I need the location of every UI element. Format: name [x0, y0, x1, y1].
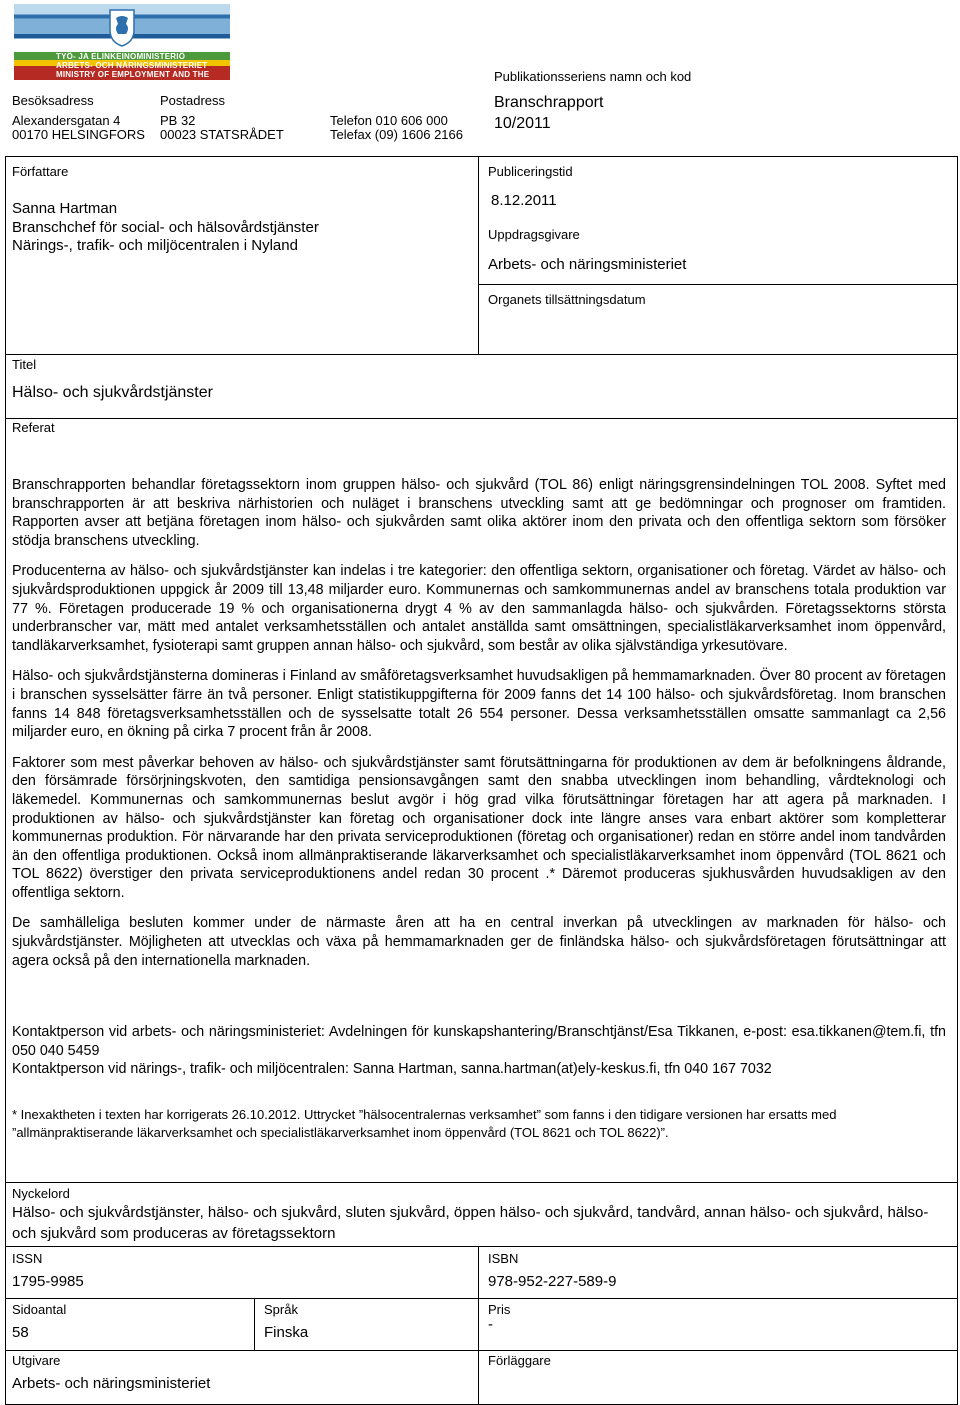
abstract-paragraph-4: Faktorer som mest påverkar behoven av hälso- och sjukvårdstjänster samt förutsättningarna för produktionen av dem är befolkningens åldrande, den försämrade försörjningskvoten, den samtidiga pensionsavgången samt den snabba utvecklingen inom behandling, vårdteknologi och läkemedel. Kommunernas och samkommunernas beslut avgör i hög grad vilka förutsättningar företagen har att agera på marknaden. I produktionen av hälso- och sjukvårdstjänster kan företag och organisationer dock inte längre anses vara enbart aktörer som kompletterar kommunernas produktion. För närvarande har den privata serviceproduktionen (företag och organisationer) redan en större andel inom tandvården än den offentliga produktionen. Också inom allmänpraktiserande läkarverksamhet och specialistläkarverksamhet inom öppenvård (TOL 8621 och TOL 8622) överstiger den privata serviceproduktionens andel redan 30 procent .* Däremot produceras sjukhusvården huvudsakligen av den offentliga sektorn. [12, 754, 946, 901]
language-label: Språk [264, 1302, 298, 1317]
phone-number: Telefon 010 606 000 [330, 113, 448, 128]
visit-address-line2: 00170 HELSINGFORS [12, 127, 145, 142]
series-code: 10/2011 [494, 115, 551, 132]
contact-ministry: Kontaktperson vid arbets- och näringsministeriet: Avdelningen för kunskapshantering/Branschtjänst/Esa Tikkanen, e-post: esa.tikkanen@tem.fi, tfn 050 040 5459 [12, 1024, 946, 1059]
client-name: Arbets- och näringsministeriet [488, 256, 687, 273]
logo-line-sv: ARBETS- OCH NÄRINGSMINISTERIET [56, 61, 208, 70]
divider-identifiers [5, 1246, 958, 1247]
language-value: Finska [264, 1324, 309, 1341]
footnote: * Inexaktheten i texten har korrigerats 26.10.2012. Uttrycket ”hälsocentralernas verksamhet” som fanns i den tidigare versionen har ersatts med ”allmänpraktiserande läkarverksamhet och specialistläkarverksamhet inom öppenvård (TOL 8621 och TOL 8622)”. [12, 1107, 837, 1140]
title-label: Titel [12, 357, 37, 372]
keywords-label: Nyckelord [12, 1186, 70, 1201]
publisher-value: Arbets- och näringsministeriet [12, 1375, 211, 1392]
issn-value: 1795-9985 [12, 1273, 84, 1290]
divider-keywords [5, 1182, 958, 1183]
abstract-paragraph-3: Hälso- och sjukvårdstjänsterna domineras i Finland av småföretagsverksamhet huvudsakligen på hemmamarknaden. Över 80 procent av företagen i branschen sysselsätter färre än två personer. Enligt statistikuppgifterna för 2009 fanns det 14 100 hälso- och sjukvårdsföretag. Inom branschen fanns 14 848 företagsverksamhetsställen och de sysselsatte totalt 26 554 personer. Dessa verksamhetsställen omsatte sammanlagt ca 2,56 miljarder euro, en ökning på cirka 7 procent från år 2008. [12, 668, 946, 741]
publication-date: 8.12.2011 [491, 192, 557, 209]
divider-publisher [5, 1350, 958, 1351]
logo-line-en: MINISTRY OF EMPLOYMENT AND THE ECONOMY [56, 70, 210, 88]
logo-line-fi: TYÖ- JA ELINKEINOMINISTERIÖ [56, 52, 186, 61]
producer-label: Förläggare [488, 1353, 551, 1368]
divider-abstract [5, 418, 958, 419]
post-address-line2: 00023 STATSRÅDET [160, 127, 284, 142]
author-role: Branschchef för social- och hälsovårdstjänster [12, 219, 319, 236]
price-value: - [488, 1316, 493, 1333]
divider-pages [5, 1298, 958, 1299]
contact-block [12, 1023, 946, 1079]
series-label: Publikationsseriens namn och kod [494, 69, 692, 84]
divider-pages-language [254, 1298, 255, 1350]
organ-date-label: Organets tillsättningsdatum [488, 292, 646, 307]
visit-address-line1: Alexandersgatan 4 [12, 113, 121, 128]
abstract-paragraph-1: Branschrapporten behandlar företagssektorn inom gruppen hälso- och sjukvård (TOL 86) enligt näringsgrensindelningen TOL 2008. Syftet med branschrapporten är att beskriva närhistorien och nuläget i branschens utveckling samt att ge bedömningar och prognoser om framtiden. Rapporten avser att betjäna företagen inom hälso- och sjukvården samt olika aktörer inom den privata och den offentliga sektorn som försöker stödja branschens utveckling. [12, 477, 946, 549]
pages-value: 58 [12, 1324, 29, 1341]
series-name: Branschrapport [494, 94, 604, 111]
post-address-line1: PB 32 [160, 113, 196, 128]
abstract-paragraph-5: De samhälleliga besluten kommer under de närmaste åren att ha en central inverkan på utvecklingen av marknaden för hälso- och sjukvårdstjänster. Möjligheten att utvecklas och växa på hemmamarknaden ger de finländska hälso- och sjukvårdsföretagen förutsättningar att agera också på den internationella marknaden. [12, 915, 946, 969]
isbn-label: ISBN [488, 1251, 519, 1266]
contact-ely-centre: Kontaktperson vid närings-, trafik- och miljöcentralen: Sanna Hartman, sanna.hartman(at)ely-keskus.fi, tfn 040 167 7032 [12, 1061, 772, 1078]
isbn-value: 978-952-227-589-9 [488, 1273, 617, 1290]
abstract-paragraph-2: Producenterna av hälso- och sjukvårdstjänster kan indelas i tre kategorier: den offentliga sektorn, organisationer och företag. Värdet av hälso- och sjukvårdsproduktionen uppgick år 2009 till 13,48 miljarder euro. Kommunernas och samkommunernas andel av branschens totala produktion var 77 %. Företagen producerade 19 % och organisationerna drygt 4 % av den sammanlagda hälso- och sjukvården. Företagssektorns största underbranscher var, mätt med antalet verksamhetsställen och antalet anställda samt omsättningen, specialistläkarverksamhet inom öppenvård, tandläkarverksamhet, fysioterapi samt gruppen annan hälso- och sjukvård, som består av olika självständiga yrkesutövare. [12, 563, 946, 654]
divider-organ-date [478, 284, 958, 285]
publication-date-label: Publiceringstid [488, 164, 573, 179]
author-name: Sanna Hartman [12, 200, 118, 217]
divider-title [5, 354, 958, 355]
fax-number: Telefax (09) 1606 2166 [330, 127, 463, 142]
author-label: Författare [12, 164, 69, 179]
publisher-label: Utgivare [12, 1353, 61, 1368]
logo-wordmark [56, 52, 226, 88]
price-label: Pris [488, 1302, 511, 1317]
divider-author-publication [478, 156, 479, 354]
post-address-label: Postadress [160, 93, 226, 108]
abstract-label: Referat [12, 420, 55, 435]
issn-label: ISSN [12, 1251, 43, 1266]
keywords-value: Hälso- och sjukvårdstjänster, hälso- och sjukvård, sluten sjukvård, öppen hälso- och sjukvård, tandvård, annan hälso- och sjukvård, hälso- och sjukvård som produceras av företagssektorn [12, 1204, 929, 1242]
pages-label: Sidoantal [12, 1302, 67, 1317]
lion-emblem-icon [104, 6, 140, 48]
divider-identifiers-vertical [478, 1246, 479, 1405]
visit-address-label: Besöksadress [12, 93, 94, 108]
client-label: Uppdragsgivare [488, 227, 580, 242]
abstract-body [12, 476, 946, 982]
author-organization: Närings-, trafik- och miljöcentralen i Nyland [12, 237, 298, 254]
report-title: Hälso- och sjukvårdstjänster [12, 384, 213, 401]
